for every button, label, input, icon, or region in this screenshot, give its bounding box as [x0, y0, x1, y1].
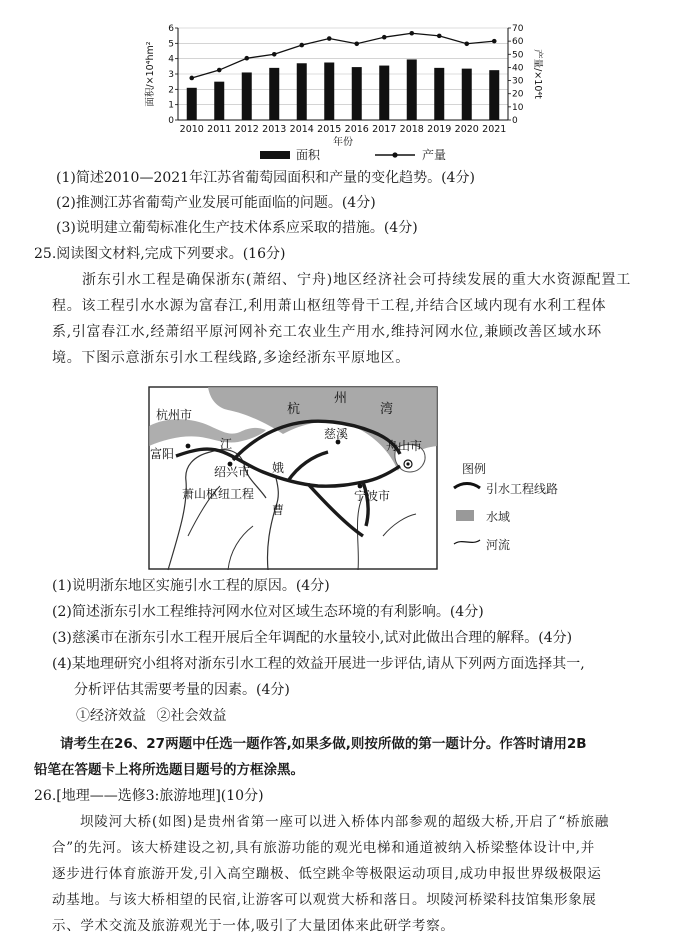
map-label-shaoxing: 绍兴市 — [214, 465, 251, 479]
q25-sub2: (2)简述浙东引水工程维持河网水位对区域生态环境的有利影响。(4分) — [52, 604, 484, 620]
x-tick-label: 2014 — [289, 124, 314, 135]
y-left-tick-label: 6 — [168, 24, 174, 34]
legend-water-label: 水域 — [486, 510, 511, 524]
bar-area-2021 — [489, 70, 499, 120]
legend-production-label: 产量 — [422, 148, 447, 162]
x-tick-label: 2017 — [372, 124, 397, 135]
map-label-hang: 杭 — [287, 402, 301, 417]
q26-material-line2: 合”的先河。该大桥建设之初,具有旅游功能的观光电梯和通道被纳入桥梁整体设计中,并 — [52, 840, 595, 856]
y-right-tick-label: 70 — [512, 24, 524, 34]
x-tick-label: 2019 — [427, 124, 452, 135]
y-right-tick-label: 20 — [512, 89, 524, 100]
production-point-2015 — [327, 36, 332, 41]
water-legend-icon — [456, 510, 474, 521]
legend-title: 图例 — [462, 462, 487, 476]
q26-material-line5: 示、学术交流及旅游观光于一体,吸引了大量团体来此研学考察。 — [52, 918, 455, 934]
bar-area-2014 — [297, 63, 307, 120]
q25-sub4-line2: 分析评估其需要考量的因素。(4分) — [74, 682, 290, 698]
x-tick-label: 2020 — [454, 124, 479, 135]
legend-area-label: 面积 — [296, 148, 321, 162]
y-left-axis-label: 面积/×10⁴hm² — [145, 41, 156, 107]
q25-sub1: (1)说明浙东地区实施引水工程的原因。(4分) — [52, 578, 330, 594]
map-label-jiang: 江 — [220, 437, 233, 451]
q24-sub1: (1)简述2010—2021年江苏省葡萄园面积和产量的变化趋势。(4分) — [56, 170, 475, 186]
bar-area-2020 — [462, 69, 472, 120]
y-right-tick-label: 40 — [512, 63, 524, 74]
y-right-tick-label: 50 — [512, 50, 524, 61]
production-point-2017 — [382, 35, 387, 40]
x-tick-label: 2015 — [317, 124, 342, 135]
production-point-2021 — [492, 39, 497, 44]
bar-area-2011 — [214, 82, 224, 120]
x-tick-label: 2012 — [234, 124, 259, 135]
q26-material-line1: 坝陵河大桥(如图)是贵州省第一座可以进入桥体内部参观的超级大桥,开启了“桥旅融 — [80, 814, 610, 830]
map-legend — [452, 460, 592, 560]
elective-notice-line1: 请考生在26、27两题中任选一题作答,如果多做,则按所做的第一题计分。作答时请用2B — [60, 736, 587, 752]
production-point-2018 — [409, 31, 414, 36]
map-label-fuyang: 富阳 — [150, 447, 175, 461]
y-right-tick-label: 60 — [512, 37, 524, 48]
x-tick-label: 2013 — [262, 124, 287, 135]
production-point-2019 — [437, 34, 442, 39]
route-legend-icon — [452, 480, 482, 492]
y-left-tick-label: 5 — [168, 39, 174, 50]
x-tick-label: 2016 — [344, 124, 369, 135]
bar-area-2012 — [242, 72, 252, 120]
x-tick-label: 2010 — [179, 124, 204, 135]
y-right-tick-label: 0 — [512, 116, 518, 126]
q25-material-line1: 浙东引水工程是确保浙东(萧绍、宁舟)地区经济社会可持续发展的重大水资源配置工 — [82, 272, 632, 288]
bar-area-2013 — [269, 68, 279, 120]
y-left-tick-label: 0 — [168, 116, 174, 126]
legend-route-label: 引水工程线路 — [486, 482, 559, 496]
q25-sub3: (3)慈溪市在浙东引水工程开展后全年调配的水量较小,试对此做出合理的解释。(4分) — [52, 630, 573, 646]
map-label-cixi: 慈溪 — [324, 427, 349, 441]
bar-area-2017 — [379, 66, 389, 120]
chart-legend — [258, 146, 478, 164]
y-left-tick-label: 1 — [168, 100, 174, 111]
y-left-tick-label: 3 — [168, 70, 174, 80]
production-point-2012 — [244, 56, 249, 61]
map-label-wan: 湾 — [380, 402, 394, 417]
y-right-axis-label: 产量/×10⁴t — [532, 49, 543, 99]
x-axis-label: 年份 — [333, 137, 353, 148]
map-label-xiaoshan: 萧山枢纽工程 — [182, 487, 255, 501]
map-label-hangzhou: 杭州市 — [156, 408, 193, 422]
bar-area-2010 — [187, 88, 197, 120]
elective-notice-line2: 铅笔在答题卡上将所选题目题号的方框涂黑。 — [34, 762, 304, 778]
production-point-2014 — [299, 43, 304, 48]
q26-material-line4: 动基地。与该大桥相望的民宿,让游客可以观赏大桥和落日。坝陵河桥梁科技馆集形象展 — [52, 892, 597, 908]
x-tick-label: 2011 — [207, 124, 232, 135]
map-label-e: 娥 — [272, 461, 285, 475]
q25-sub4-line1: (4)某地理研究小组将对浙东引水工程的效益开展进一步评估,请从下列两方面选择其一, — [52, 656, 585, 672]
q24-sub2: (2)推测江苏省葡萄产业发展可能面临的问题。(4分) — [56, 195, 376, 211]
q25-title: 25.阅读图文材料,完成下列要求。(16分) — [34, 246, 286, 262]
map-label-zhoushan: 舟山市 — [386, 439, 423, 453]
y-left-tick-label: 4 — [168, 54, 174, 65]
production-point-2013 — [272, 52, 277, 57]
river-legend-icon — [452, 536, 482, 548]
q25-material-line2: 程。该工程引水水源为富春江,利用萧山枢纽等骨干工程,并结合区域内现有水利工程体 — [52, 298, 607, 314]
map-label-ningbo: 宁波市 — [354, 489, 391, 503]
map-label-cao: 曹 — [272, 503, 285, 517]
legend-river-label: 河流 — [486, 538, 511, 552]
y-right-tick-label: 30 — [512, 76, 524, 87]
q26-title: 26.[地理——选修3:旅游地理](10分) — [34, 788, 264, 804]
bar-area-2019 — [434, 68, 444, 120]
q25-material-line4: 境。下图示意浙东引水工程线路,多途经浙东平原地区。 — [52, 350, 410, 366]
x-tick-label: 2018 — [399, 124, 424, 135]
q25-material-line3: 系,引富春江水,经萧绍平原河网补充工农业生产用水,维持河网水位,兼顾改善区域水环 — [52, 324, 602, 340]
production-point-2011 — [217, 68, 222, 73]
y-right-tick-label: 10 — [512, 102, 524, 113]
x-tick-label: 2021 — [482, 124, 507, 135]
production-point-2016 — [354, 41, 359, 46]
bar-area-2018 — [407, 59, 417, 120]
map-label-zhou: 州 — [334, 391, 348, 406]
bar-area-2015 — [324, 63, 334, 121]
production-point-2010 — [189, 76, 194, 81]
bar-area-2016 — [352, 67, 362, 120]
zhedong-water-diversion-map — [148, 386, 438, 570]
q26-material-line3: 逐步进行体育旅游开发,引入高空蹦极、低空跳伞等极限运动项目,成功申报世界级极限运 — [52, 866, 602, 882]
q24-sub3: (3)说明建立葡萄标准化生产技术体系应采取的措施。(4分) — [56, 220, 418, 236]
legend-line-swatch — [373, 149, 417, 161]
production-line — [192, 33, 495, 78]
legend-bar-swatch — [260, 151, 290, 159]
y-left-tick-label: 2 — [168, 85, 174, 96]
production-point-2020 — [464, 41, 469, 46]
q25-options: ①经济效益 ②社会效益 — [76, 708, 227, 724]
